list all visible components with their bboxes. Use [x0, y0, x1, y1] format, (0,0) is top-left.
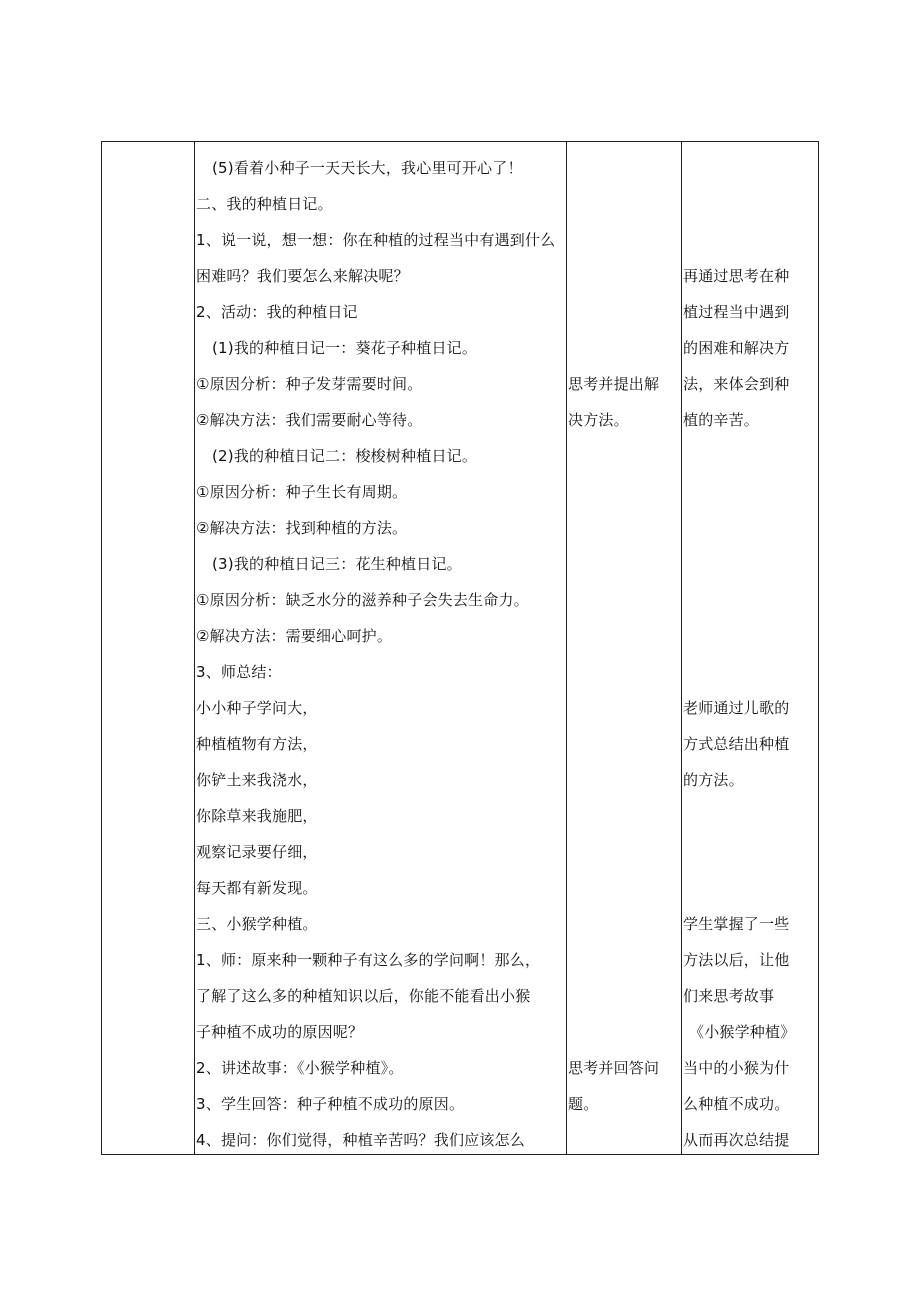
poem-line: 种植植物有方法，	[196, 735, 318, 753]
student-line: 题。	[568, 1095, 599, 1113]
poem-line: 你除草来我施肥，	[196, 807, 318, 825]
process-line: (3)我的种植日记三：花生种植日记。	[212, 555, 462, 573]
process-line: ①原因分析：缺乏水分的滋养种子会失去生命力。	[196, 591, 529, 609]
poem-line: 观察记录要仔细，	[196, 843, 318, 861]
intent-line: 方式总结出种植	[683, 735, 790, 753]
student-line: 决方法。	[568, 411, 629, 429]
process-line: ①原因分析：种子发芽需要时间。	[196, 375, 423, 393]
intent-line: 学生掌握了一些	[683, 915, 790, 933]
intent-line: 们来思考故事	[683, 987, 775, 1005]
intent-line: 么种植不成功。	[683, 1095, 790, 1113]
intent-line: 的困难和解决方	[683, 339, 790, 357]
student-line: 思考并回答问	[568, 1059, 660, 1077]
process-line: 1、说一说，想一想：你在种植的过程当中有遇到什么	[196, 231, 556, 249]
poem-line: 小小种子学问大，	[196, 699, 318, 717]
intent-line: 从而再次总结提	[683, 1131, 790, 1149]
column-divider	[566, 142, 567, 1154]
process-line: 3、学生回答：种子种植不成功的原因。	[196, 1095, 465, 1113]
poem-line: 你铲土来我浇水，	[196, 771, 318, 789]
intent-line: 老师通过儿歌的	[683, 699, 790, 717]
process-line: (1)我的种植日记一：葵花子种植日记。	[212, 339, 478, 357]
section-heading: 二、我的种植日记。	[196, 195, 333, 213]
process-line: 4、提问：你们觉得，种植辛苦吗？我们应该怎么	[196, 1131, 525, 1149]
process-line: 2、讲述故事：《小猴学种植》。	[196, 1059, 404, 1077]
process-line: ②解决方法：需要细心呵护。	[196, 627, 393, 645]
process-line: ②解决方法：我们需要耐心等待。	[196, 411, 423, 429]
process-line: 子种植不成功的原因呢？	[196, 1023, 364, 1041]
process-line: 困难吗？我们要怎么来解决呢？	[196, 267, 409, 285]
process-line: (2)我的种植日记二：梭梭树种植日记。	[212, 447, 478, 465]
process-line: 1、师：原来种一颗种子有这么多的学问啊！那么，	[196, 951, 541, 969]
column-divider	[194, 142, 195, 1154]
process-line: 3、师总结：	[196, 663, 282, 681]
process-line: 了解了这么多的种植知识以后，你能不能看出小猴	[196, 987, 531, 1005]
student-line: 思考并提出解	[568, 375, 660, 393]
intent-line: 方法以后，让他	[683, 951, 790, 969]
column-divider	[681, 142, 682, 1154]
lesson-plan-table	[101, 141, 819, 1155]
intent-line: 法，来体会到种	[683, 375, 790, 393]
intent-line: 植过程当中遇到	[683, 303, 790, 321]
process-line: ①原因分析：种子生长有周期。	[196, 483, 408, 501]
process-line: 2、活动：我的种植日记	[196, 303, 358, 321]
intent-line: 《小猴学种植》	[689, 1023, 796, 1041]
poem-line: 每天都有新发现。	[196, 879, 318, 897]
intent-line: 再通过思考在种	[683, 267, 790, 285]
process-line: ②解决方法：找到种植的方法。	[196, 519, 408, 537]
process-line: (5)看着小种子一天天长大，我心里可开心了！	[212, 159, 523, 177]
intent-line: 的方法。	[683, 771, 744, 789]
section-heading: 三、小猴学种植。	[196, 915, 318, 933]
intent-line: 当中的小猴为什	[683, 1059, 790, 1077]
intent-line: 植的辛苦。	[683, 411, 760, 429]
